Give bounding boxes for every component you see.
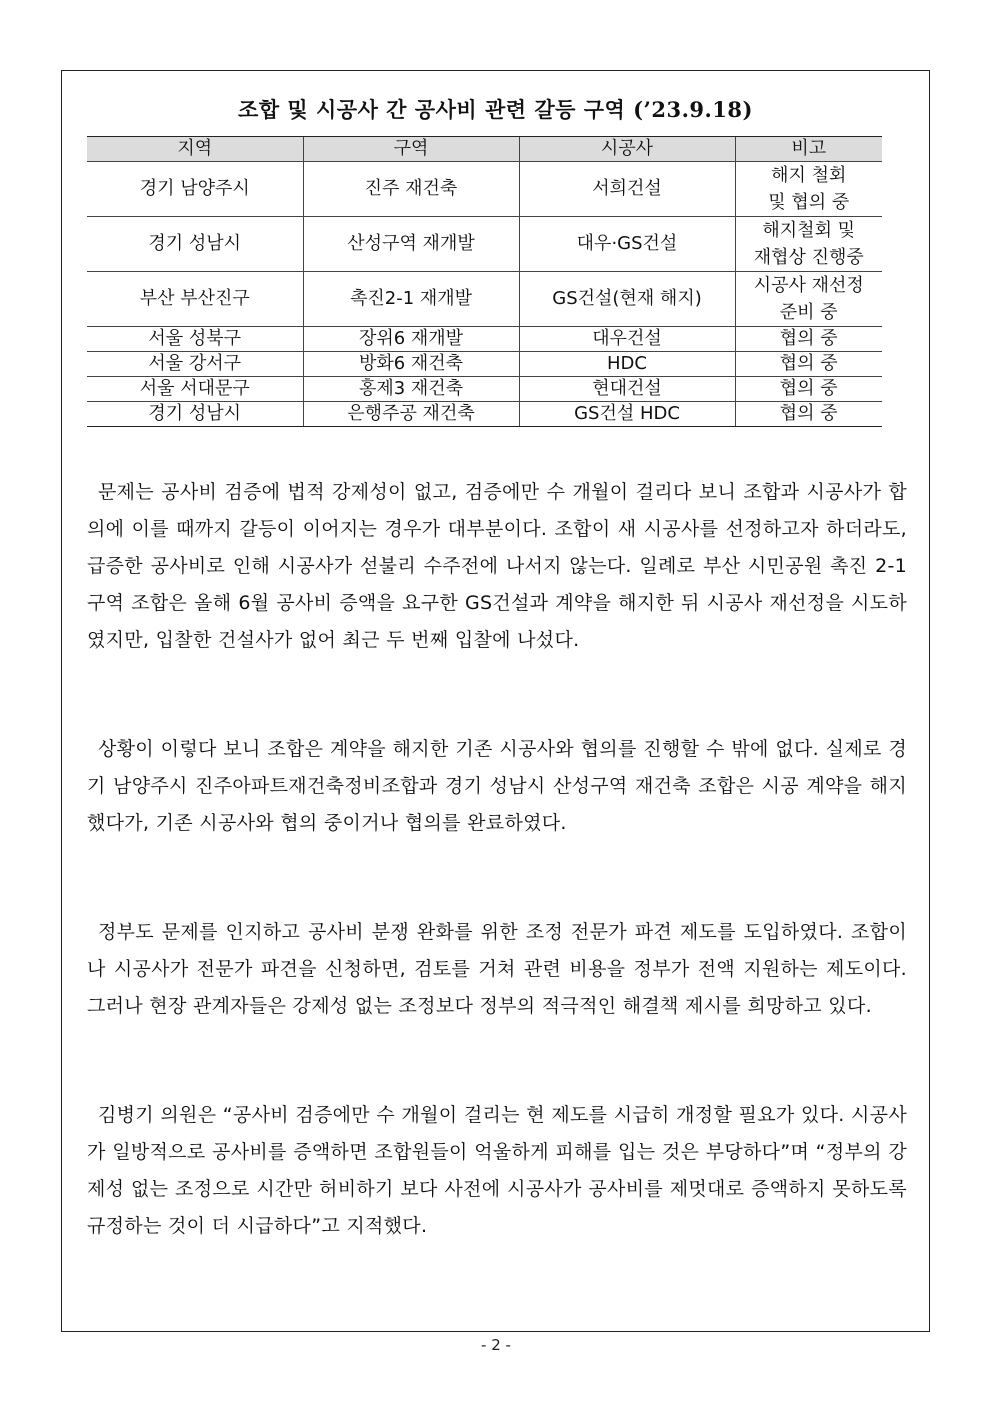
body-paragraph: 문제는 공사비 검증에 법적 강제성이 없고, 검증에만 수 개월이 걸리다 보니 조합과 시공사가 합의에 이를 때까지 갈등이 이어지는 경우가 대부분이다. 조합이 새 시공사를 선정하고자 하더라도, 급증한 공사비로 인해 시공사가 섣불리 수주전에 나서지 않는다. 일례로 부산 시민공원 촉진 2-1구역 조합은 올해 6월 공사비 증액을 요구한 GS건설과 계약을 해지한 뒤 시공사 재선정을 시도하였지만, 입찰한 건설사가 없어 최근 두 번째 입찰에 나섰다. [87, 481, 907, 651]
cell-region: 부산 부산진구 [87, 272, 303, 327]
conflict-table [87, 136, 882, 427]
cell-zone: 산성구역 재개발 [303, 217, 519, 272]
header-zone: 구역 [303, 137, 519, 162]
cell-region: 경기 성남시 [87, 217, 303, 272]
cell-zone: 진주 재건축 [303, 162, 519, 217]
table-row [87, 272, 882, 327]
cell-region: 서울 강서구 [87, 352, 303, 377]
header-region: 지역 [87, 137, 303, 162]
cell-zone: 홍제3 재건축 [303, 377, 519, 402]
cell-builder: 대우·GS건설 [519, 217, 735, 272]
body-paragraph: 김병기 의원은 “공사비 검증에만 수 개월이 걸리는 현 제도를 시급히 개정할 필요가 있다. 시공사가 일방적으로 공사비를 증액하면 조합원들이 억울하게 피해를 입는 것은 부당하다”며 “정부의 강제성 없는 조정으로 시간만 허비하기 보다 사전에 시공사가 공사비를 제멋대로 증액하지 못하도록 규정하는 것이 더 시급하다”고 지적했다. [87, 1104, 907, 1237]
cell-builder: HDC [519, 352, 735, 377]
cell-region: 서울 서대문구 [87, 377, 303, 402]
cell-note: 해지 철회 및 협의 중 [735, 162, 882, 217]
cell-note: 협의 중 [735, 402, 882, 427]
cell-builder: 현대건설 [519, 377, 735, 402]
cell-region: 경기 성남시 [87, 402, 303, 427]
header-note: 비고 [735, 137, 882, 162]
header-builder: 시공사 [519, 137, 735, 162]
cell-builder: GS건설(현재 해지) [519, 272, 735, 327]
cell-note: 시공사 재선정 준비 중 [735, 272, 882, 327]
cell-builder: 대우건설 [519, 327, 735, 352]
cell-zone: 장위6 재개발 [303, 327, 519, 352]
page-frame [61, 70, 930, 1332]
cell-zone: 방화6 재건축 [303, 352, 519, 377]
cell-note: 해지철회 및 재협상 진행중 [735, 217, 882, 272]
cell-region: 서울 성북구 [87, 327, 303, 352]
table-row [87, 162, 882, 217]
cell-zone: 은행주공 재건축 [303, 402, 519, 427]
cell-note: 협의 중 [735, 377, 882, 402]
cell-builder: GS건설 HDC [519, 402, 735, 427]
cell-zone: 촉진2-1 재개발 [303, 272, 519, 327]
body-paragraph: 정부도 문제를 인지하고 공사비 분쟁 완화를 위한 조정 전문가 파견 제도를 도입하였다. 조합이나 시공사가 전문가 파견을 신청하면, 검토를 거쳐 관련 비용을 정부가 전액 지원하는 제도이다. 그러나 현장 관계자들은 강제성 없는 조정보다 정부의 적극적인 해결책 제시를 희망하고 있다. [87, 921, 907, 1017]
cell-builder: 서희건설 [519, 162, 735, 217]
cell-note: 협의 중 [735, 352, 882, 377]
table-row [87, 217, 882, 272]
table-row [87, 377, 882, 402]
cell-region: 경기 남양주시 [87, 162, 303, 217]
table-header-row [87, 137, 882, 162]
page-number: - 2 - [481, 1336, 511, 1354]
table-row [87, 352, 882, 377]
table-row [87, 327, 882, 352]
body-paragraph: 상황이 이렇다 보니 조합은 계약을 해지한 기존 시공사와 협의를 진행할 수 밖에 없다. 실제로 경기 남양주시 진주아파트재건축정비조합과 경기 성남시 산성구역 재건축 조합은 시공 계약을 해지했다가, 기존 시공사와 협의 중이거나 협의를 완료하였다. [87, 738, 907, 834]
table-row [87, 402, 882, 427]
page-title: 조합 및 시공사 간 공사비 관련 갈등 구역 (’23.9.18) [238, 97, 753, 122]
cell-note: 협의 중 [735, 327, 882, 352]
